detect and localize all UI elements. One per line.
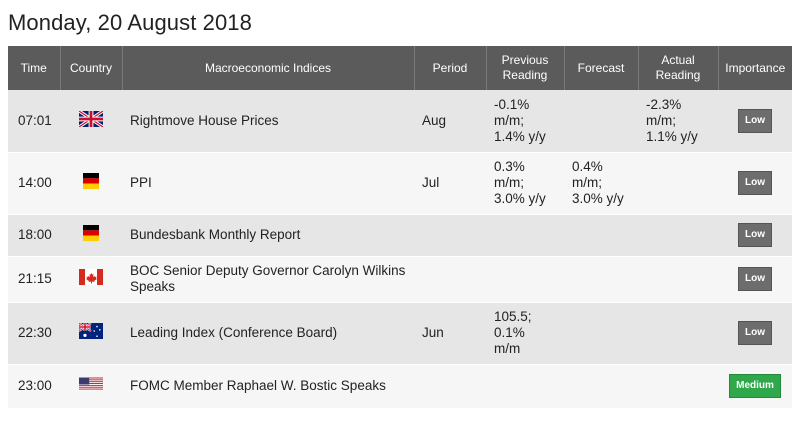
usa-flag-icon: [79, 376, 103, 396]
previous-reading-line: 105.5;: [494, 309, 532, 324]
country-cell: [60, 364, 122, 408]
importance-badge: Low: [738, 171, 772, 195]
previous-reading-line: m/m;: [494, 112, 524, 128]
australia-flag-icon: [79, 323, 103, 343]
period-value: Jun: [422, 325, 444, 340]
indicator-cell: [122, 364, 414, 408]
header-importance: Importance: [718, 46, 792, 90]
previous-cell: [486, 152, 564, 214]
time-cell: [8, 302, 60, 364]
forecast-cell: [564, 90, 638, 152]
indicator-name: BOC Senior Deputy Governor Carolyn Wilkins Speaks: [130, 263, 406, 294]
page-title: Monday, 20 August 2018: [8, 10, 252, 35]
time-cell: [8, 214, 60, 256]
table-row[interactable]: [8, 152, 792, 214]
period-cell: [414, 152, 486, 214]
country-cell: [60, 214, 122, 256]
previous-cell: [486, 90, 564, 152]
period-cell: [414, 364, 486, 408]
table-row[interactable]: [8, 302, 792, 364]
forecast-value-line: 3.0% y/y: [572, 191, 624, 206]
forecast-cell: [564, 302, 638, 364]
germany-flag-icon: [79, 225, 103, 245]
period-cell: [414, 302, 486, 364]
importance-badge: Low: [738, 109, 772, 133]
indicator-name: FOMC Member Raphael W. Bostic Speaks: [130, 378, 386, 393]
event-time: 21:15: [18, 271, 52, 286]
uk-flag-icon: [79, 111, 103, 131]
forecast-cell: [564, 256, 638, 302]
importance-cell: [718, 152, 792, 214]
forecast-value-line: 0.4%: [572, 159, 603, 174]
actual-reading-line: -2.3%: [646, 96, 682, 112]
actual-reading-line: m/m;: [646, 112, 676, 128]
indicator-name: Leading Index (Conference Board): [130, 325, 338, 340]
time-cell: [8, 364, 60, 408]
indicator-cell: [122, 302, 414, 364]
forecast-value-line: m/m;: [572, 175, 602, 190]
country-cell: [60, 256, 122, 302]
forecast-cell: [564, 214, 638, 256]
previous-reading-line: 3.0% y/y: [494, 191, 546, 206]
period-value: Jul: [422, 175, 440, 190]
table-row[interactable]: [8, 364, 792, 408]
period-value: Aug: [422, 112, 447, 128]
header-indices: Macroeconomic Indices: [122, 46, 414, 90]
event-time: 18:00: [18, 227, 52, 242]
previous-cell: [486, 302, 564, 364]
table-row[interactable]: [8, 214, 792, 256]
period-cell: [414, 256, 486, 302]
indicator-cell: [122, 214, 414, 256]
header-time: Time: [8, 46, 60, 90]
previous-reading-line: 1.4% y/y: [494, 128, 546, 144]
header-period: Period: [414, 46, 486, 90]
importance-badge: Medium: [729, 374, 781, 398]
event-time: 07:01: [18, 112, 52, 128]
actual-cell: [638, 256, 718, 302]
importance-badge: Low: [738, 321, 772, 345]
event-time: 14:00: [18, 175, 52, 190]
header-previous: Previous Reading: [486, 46, 564, 90]
previous-reading-line: 0.1%: [494, 325, 525, 340]
previous-reading-line: 0.3%: [494, 159, 525, 174]
forecast-cell: [564, 152, 638, 214]
indicator-name: PPI: [130, 175, 152, 190]
previous-cell: [486, 256, 564, 302]
actual-cell: [638, 152, 718, 214]
country-cell: [60, 90, 122, 152]
previous-cell: [486, 364, 564, 408]
previous-reading-line: -0.1%: [494, 96, 530, 112]
table-row[interactable]: [8, 90, 792, 152]
importance-badge: Low: [738, 223, 772, 247]
importance-cell: [718, 256, 792, 302]
forecast-cell: [564, 364, 638, 408]
indicator-name: Bundesbank Monthly Report: [130, 227, 301, 242]
event-time: 22:30: [18, 325, 52, 340]
time-cell: [8, 256, 60, 302]
period-cell: [414, 214, 486, 256]
actual-cell: [638, 90, 718, 152]
economic-calendar-table: [8, 46, 792, 409]
event-time: 23:00: [18, 378, 52, 393]
previous-reading-line: m/m: [494, 341, 521, 356]
period-cell: [414, 90, 486, 152]
header-country: Country: [60, 46, 122, 90]
canada-flag-icon: [79, 269, 103, 289]
time-cell: [8, 90, 60, 152]
indicator-cell: [122, 152, 414, 214]
importance-cell: [718, 302, 792, 364]
importance-cell: [718, 364, 792, 408]
table-body: [8, 90, 792, 408]
header-forecast: Forecast: [564, 46, 638, 90]
actual-reading-line: 1.1% y/y: [646, 128, 698, 144]
country-cell: [60, 302, 122, 364]
importance-cell: [718, 214, 792, 256]
header-actual: Actual Reading: [638, 46, 718, 90]
actual-cell: [638, 302, 718, 364]
table-row[interactable]: [8, 256, 792, 302]
actual-cell: [638, 364, 718, 408]
previous-reading-line: m/m;: [494, 175, 524, 190]
indicator-cell: [122, 90, 414, 152]
indicator-cell: [122, 256, 414, 302]
indicator-name: Rightmove House Prices: [130, 112, 279, 128]
importance-badge: Low: [738, 267, 772, 291]
actual-cell: [638, 214, 718, 256]
importance-cell: [718, 90, 792, 152]
germany-flag-icon: [79, 173, 103, 193]
table-header-row: [8, 46, 792, 90]
country-cell: [60, 152, 122, 214]
time-cell: [8, 152, 60, 214]
previous-cell: [486, 214, 564, 256]
